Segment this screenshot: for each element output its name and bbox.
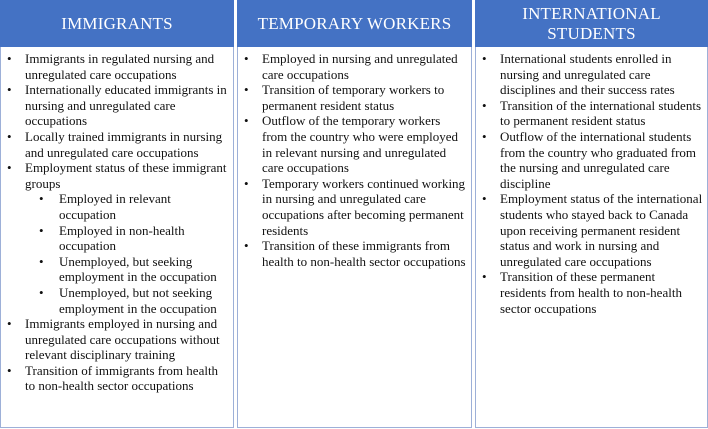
list-item: • Employment status of the international students who stayed back to Canada upon receiving permanent resident status and work in nursing and unregulated care occupations: [476, 191, 707, 269]
sub-list-item: • Employed in relevant occupation: [1, 191, 233, 222]
sub-list-item: • Employed in non-health occupation: [1, 223, 233, 254]
column-header-temporary-workers: [237, 0, 472, 47]
list-item: • Outflow of the international students from the country who graduated from the nursing and unregulated care discipline: [476, 129, 707, 191]
column-header-label: TEMPORARY WORKERS: [257, 13, 452, 33]
list-item: • Employed in nursing and unregulated care occupations: [238, 51, 471, 82]
list-item: • Transition of immigrants from health to non-health sector occupations: [1, 363, 233, 394]
list-item: • Employment status of these immigrant groups: [1, 160, 233, 191]
column-body-international-students: [475, 47, 708, 428]
list-item: • Internationally educated immigrants in nursing and unregulated care occupations: [1, 82, 233, 129]
list-item: • Transition of temporary workers to permanent resident status: [238, 82, 471, 113]
column-header-label: IMMIGRANTS: [61, 13, 173, 33]
list-item: • Immigrants employed in nursing and unregulated care occupations without relevant disciplinary training: [1, 316, 233, 363]
list-item: • Temporary workers continued working in nursing and unregulated care occupations after becoming permanent residents: [238, 176, 471, 238]
bullet-list-temporary-workers: [238, 51, 471, 269]
list-item: • International students enrolled in nursing and unregulated care disciplines and their success rates: [476, 51, 707, 98]
bullet-list-international-students: [476, 51, 707, 316]
list-item: • Outflow of the temporary workers from the country who were employed in relevant nursing and unregulated care occupations: [238, 113, 471, 175]
column-body-temporary-workers: [237, 47, 472, 428]
column-header-immigrants: [0, 0, 234, 47]
column-header-international-students: [475, 0, 708, 47]
column-temporary-workers: [237, 0, 472, 429]
bullet-list-immigrants: [1, 51, 233, 394]
list-item: • Locally trained immigrants in nursing and unregulated care occupations: [1, 129, 233, 160]
list-item: • Transition of the international students to permanent resident status: [476, 98, 707, 129]
sub-list-item: • Unemployed, but seeking employment in the occupation: [1, 254, 233, 285]
column-immigrants: [0, 0, 234, 429]
sub-list-item: • Unemployed, but not seeking employment in the occupation: [1, 285, 233, 316]
list-item: • Transition of these immigrants from health to non-health sector occupations: [238, 238, 471, 269]
column-header-label: INTERNATIONAL STUDENTS: [522, 3, 661, 43]
column-international-students: [475, 0, 708, 429]
list-item: • Immigrants in regulated nursing and unregulated care occupations: [1, 51, 233, 82]
column-body-immigrants: [0, 47, 234, 428]
list-item: • Transition of these permanent residents from health to non-health sector occupations: [476, 269, 707, 316]
